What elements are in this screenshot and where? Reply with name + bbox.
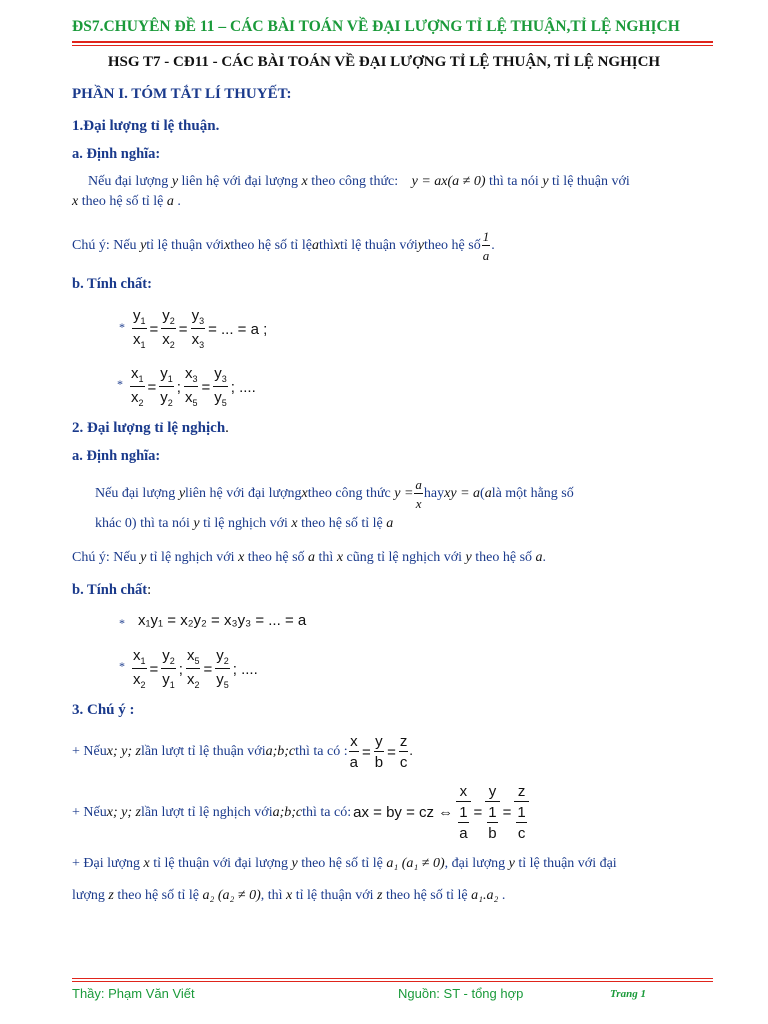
bullet-star-icon: * xyxy=(119,320,125,334)
s3-note-3-line1: + Đại lượng x tỉ lệ thuận với đại lượng y theo hệ số tỉ lệ a₁ (a₁ ≠ 0), đại lượng y tỉ lệ thuận với đại xyxy=(72,856,617,871)
header-rule-thin xyxy=(72,45,713,46)
footer-source: Nguồn: ST - tổng hợp xyxy=(398,986,524,1001)
bullet-star-icon: * xyxy=(117,377,123,391)
s1-note: Chú ý: Nếu y tỉ lệ thuận với x theo hệ số tỉ lệ a thì x tỉ lệ thuận với y theo hệ số $\frac{1}{a}$ . xyxy=(72,229,495,263)
s3-note-1: + Nếu x; y; z lần lượt tỉ lệ thuận với a;b;c thì ta có : $\frac{x}{a}$ = $\frac{y}{b}$ = $\frac{z}{c}$ . xyxy=(72,733,413,771)
footer-page-number: Trang 1 xyxy=(610,988,646,1000)
s2-note: Chú ý: Nếu y tỉ lệ nghịch với x theo hệ số a thì x cũng tỉ lệ nghịch với y theo hệ số a. xyxy=(72,550,547,565)
s2-properties-heading: b. Tính chất: xyxy=(72,582,152,598)
section-1-heading: 1.Đại lượng tỉ lệ thuận. xyxy=(72,118,220,134)
fraction-one-over-a: $\frac{1}{a}$ xyxy=(482,229,490,263)
document-title: HSG T7 - CĐ11 - CÁC BÀI TOÁN VỀ ĐẠI LƯỢNG TỈ LỆ THUẬN, TỈ LỆ NGHỊCH xyxy=(107,54,661,70)
s2-definition-line1: Nếu đại lượng y liên hệ với đại lượng x theo công thức y = $\frac{a}{x}$ hay xy = a ( a là một hằng số xyxy=(95,477,574,511)
s2-definition-line2: khác 0) thì ta nói y tỉ lệ nghịch với x theo hệ số tỉ lệ a xyxy=(95,516,394,531)
section-2-heading: 2. Đại lượng tỉ lệ nghịch. xyxy=(72,420,229,436)
s3-note-3-line2: lượng z theo hệ số tỉ lệ a₂ (a₂ ≠ 0), thì x tỉ lệ thuận với z theo hệ số tỉ lệ a₁.a₂ . xyxy=(72,888,506,903)
part-heading: PHẦN I. TÓM TẮT LÍ THUYẾT: xyxy=(72,86,292,102)
s3-note-2: + Nếu x; y; z lần lượt tỉ lệ nghịch với a;b;c thì ta có: ax = by = cz ⇔ $\frac{x}{\frac{1}{a}}$ = $\frac{y}{\frac{1}{b}}$ = $\frac{z}{\frac{1}{c}}$ xyxy=(72,784,530,841)
fraction-a-over-x: $\frac{a}{x}$ xyxy=(415,477,422,511)
s1-definition-heading: a. Định nghĩa: xyxy=(72,146,161,162)
s1-definition-line1: Nếu đại lượng y liên hệ với đại lượng x theo công thức: y = ax(a ≠ 0) thì ta nói y tỉ lệ thuận với xyxy=(88,174,630,189)
section-3-heading: 3. Chú ý : xyxy=(72,702,135,718)
footer-author: Thầy: Phạm Văn Viết xyxy=(72,986,195,1001)
bullet-star-icon: * xyxy=(119,659,125,673)
s1-definition-line2: x theo hệ số tỉ lệ a . xyxy=(72,194,181,209)
bullet-star-icon: * xyxy=(119,616,125,630)
s2-definition-heading: a. Định nghĩa: xyxy=(72,448,161,464)
footer-rule xyxy=(72,978,713,979)
footer-rule-thin xyxy=(72,981,713,982)
s2-property-1: x₁y₁ = x₂y₂ = x₃y₃ = ... = a xyxy=(138,612,307,629)
running-header: ĐS7.CHUYÊN ĐỀ 11 – CÁC BÀI TOÁN VỀ ĐẠI LƯỢNG TỈ LỆ THUẬN,TỈ LỆ NGHỊCH xyxy=(72,18,680,35)
s1-property-1: $\frac{y_1}{x_1}$ = $\frac{y_2}{x_2}$ = $\frac{y_3}{x_3}$ = ... = a ; xyxy=(133,307,268,350)
s1-properties-heading: b. Tính chất: xyxy=(72,276,152,292)
s1-property-2: $\frac{x_1}{x_2}$ = $\frac{y_1}{y_2}$ ; $\frac{x_3}{x_5}$ = $\frac{y_3}{y_5}$ ; .... xyxy=(131,365,256,408)
header-rule xyxy=(72,41,713,43)
s2-property-2: $\frac{x_1}{x_2}$ = $\frac{y_2}{y_1}$ ; $\frac{x_5}{x_2}$ = $\frac{y_2}{y_5}$ ; .... xyxy=(133,647,258,690)
